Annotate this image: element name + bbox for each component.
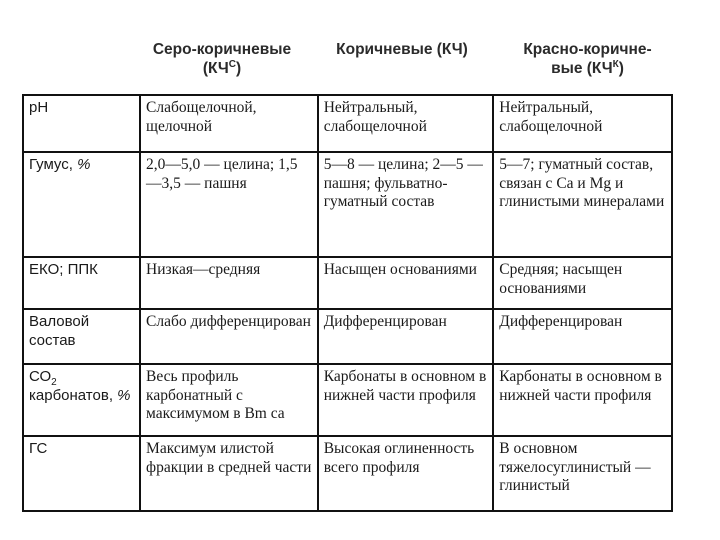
- header-red-brown-close: ): [618, 60, 624, 77]
- cell-brown: Карбонаты в основном в нижней части профиля: [318, 364, 494, 436]
- table-row: [23, 436, 672, 511]
- header-brown: [313, 40, 491, 59]
- cell-red-brown: Дифференцирован: [493, 309, 672, 364]
- param-cell: Валовой состав: [23, 309, 140, 364]
- cell-grey-brown: Низкая—средняя: [140, 257, 318, 309]
- column-headers: [0, 40, 720, 90]
- header-red-brown-sup: К: [612, 58, 619, 70]
- soil-properties-table: [22, 94, 673, 512]
- header-grey-brown-sup: С: [228, 58, 236, 70]
- cell-grey-brown: Слабощелочной, щелочной: [140, 95, 318, 152]
- header-red-brown: [495, 40, 680, 78]
- cell-red-brown: Средняя; насыщен основаниями: [493, 257, 672, 309]
- param-label: СО: [29, 368, 52, 385]
- cell-brown: Высокая оглиненность всего профиля: [318, 436, 494, 511]
- cell-grey-brown: Максимум илистой фракции в средней части: [140, 436, 318, 511]
- cell-grey-brown: 2,0—5,0 — целина; 1,5—3,5 — пашня: [140, 152, 318, 257]
- cell-brown: Дифференцирован: [318, 309, 494, 364]
- param-cell: [23, 364, 140, 436]
- cell-red-brown: Нейтральный, слабощелочной: [493, 95, 672, 152]
- cell-red-brown: 5—7; гуматный состав, связан с Са и Mg и глинистыми минералами: [493, 152, 672, 257]
- table-wrapper: [22, 94, 673, 512]
- cell-brown: 5—8 — целина; 2—5 — пашня; фульватно-гуматный состав: [318, 152, 494, 257]
- table-row: [23, 95, 672, 152]
- param-unit: %: [77, 156, 91, 173]
- param-cell: [23, 152, 140, 257]
- table-row: [23, 364, 672, 436]
- header-brown-label: Коричневые (КЧ): [336, 41, 468, 58]
- header-grey-brown-line1: Серо-коричневые: [152, 41, 292, 58]
- header-red-brown-line1: Красно-коричне-: [523, 41, 652, 58]
- table-row: [23, 309, 672, 364]
- param-subscript: 2: [51, 377, 57, 388]
- param-cell: ЕКО; ППК: [23, 257, 140, 309]
- header-grey-brown-abbr: (КЧ: [202, 60, 229, 77]
- cell-brown: Насыщен основаниями: [318, 257, 494, 309]
- table-row: [23, 152, 672, 257]
- cell-red-brown: В основном тяжелосуглинистый — глинистый: [493, 436, 672, 511]
- cell-grey-brown: Слабо дифференцирован: [140, 309, 318, 364]
- header-grey-brown-close: ): [235, 60, 242, 77]
- param-label: Гумус,: [29, 156, 73, 173]
- param-cell: рН: [23, 95, 140, 152]
- cell-grey-brown: Весь профиль карбонатный с максимумом в Вm са: [140, 364, 318, 436]
- cell-brown: Нейтральный, слабощелочной: [318, 95, 494, 152]
- header-grey-brown: [132, 40, 312, 78]
- param-unit: %: [117, 386, 131, 404]
- header-red-brown-abbr: вые (КЧ: [551, 60, 613, 77]
- param-cell: ГС: [23, 436, 140, 511]
- param-label-rest: карбонатов,: [29, 386, 113, 404]
- table-row: [23, 257, 672, 309]
- cell-red-brown: Карбонаты в основном в нижней части профиля: [493, 364, 672, 436]
